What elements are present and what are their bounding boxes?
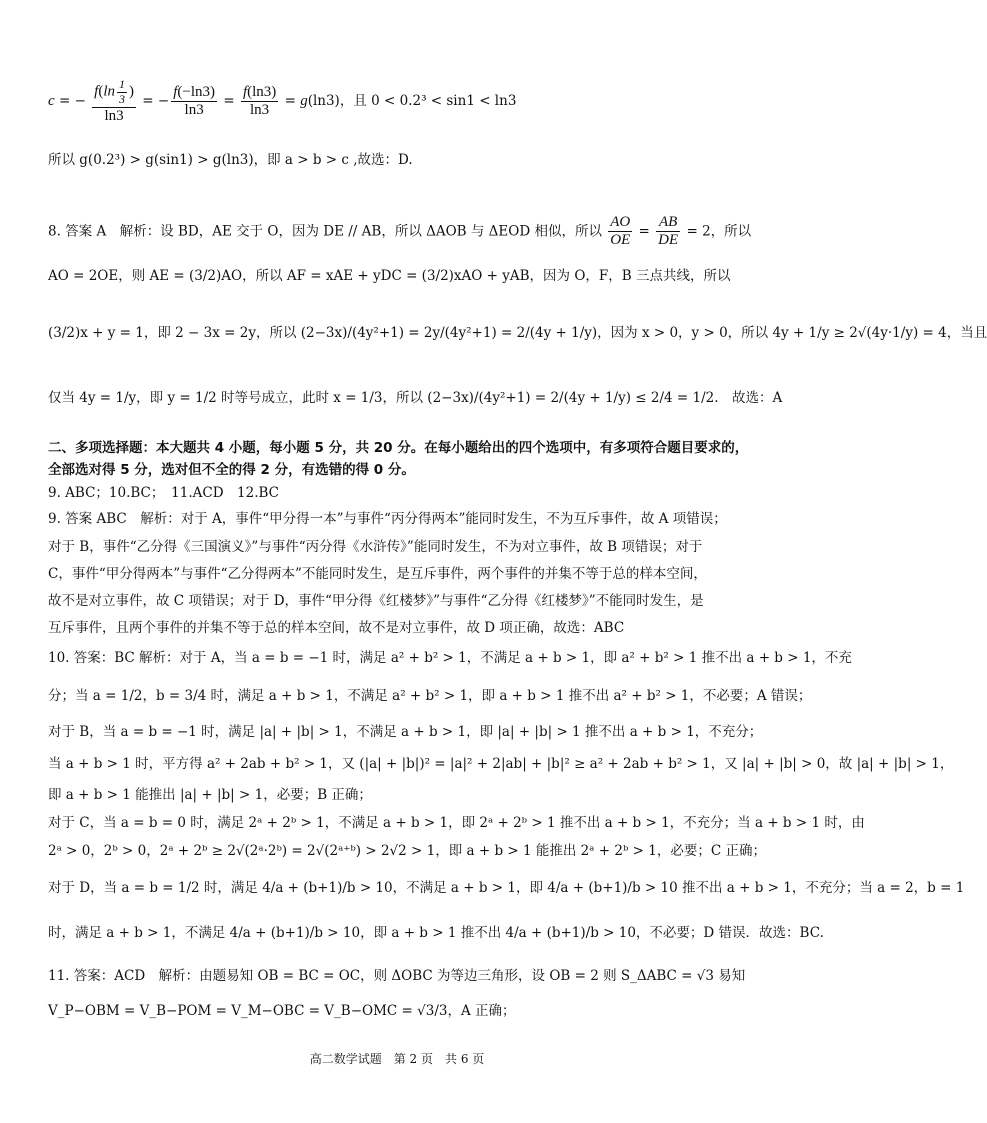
q10-line-2: 分；当 a = 1/2，b = 3/4 时，满足 a + b > 1，不满足 a² + b² > 1，即 a + b > 1 推不出 a² + b² > 1，不必要；A 错误； [48,688,812,704]
q9-line-1: 9. 答案 ABC 解析：对于 A，事件“甲分得一本”与事件“丙分得两本”能同时发生，不为互斥事件，故 A 项错误； [48,511,727,527]
q8-line-1: 8. 答案 A 解析：设 BD，AE 交于 O，因为 DE // AB，所以 ΔAOB 与 ΔEOD 相似，所以 $\frac{AO}{OE}$ = $\frac{AB}{DE}$ = 2，所以 [48,214,752,249]
q10-line-5: 即 a + b > 1 能推出 |a| + |b| > 1，必要；B 正确； [48,787,372,803]
q8-line-3: (3/2)x + y = 1，即 2 − 3x = 2y，所以 (2−3x)/(4y²+1) = 2y/(4y²+1) = 2/(4y + 1/y)，因为 x > 0，y > 0，所以 4y + 1/y ≥ 2√(4y·1/y) = 4，当且 [48,325,987,341]
section-heading-line-1: 二、多项选择题：本大题共 4 小题，每小题 5 分，共 20 分。在每小题给出的四个选项中，有多项符合题目要求的， [48,440,749,456]
section-heading-line-2: 全部选对得 5 分，选对但不全的得 2 分，有选错的得 0 分。 [48,462,415,478]
text-line-2: 所以 g(0.2³) > g(sin1) > g(ln3)，即 a > b > c ,故选：D. [48,152,413,168]
q10-line-9: 时，满足 a + b > 1，不满足 4/a + (b+1)/b > 10，即 a + b > 1 推不出 4/a + (b+1)/b > 10，不必要；D 错误．故选：BC. [48,925,824,941]
q10-line-7: 2ᵃ > 0，2ᵇ > 0，2ᵃ + 2ᵇ ≥ 2√(2ᵃ·2ᵇ) = 2√(2ᵃ⁺ᵇ) > 2√2 > 1，即 a + b > 1 能推出 2ᵃ + 2ᵇ > 1，必要；C 正确； [48,843,766,859]
q9-line-2: 对于 B，事件“乙分得《三国演义》”与事件“丙分得《水浒传》”能同时发生，不为对立事件，故 B 项错误；对于 [48,539,703,555]
equation-line-1: c = − f(ln $\frac{1}{3}$ ) ln3 = − $\frac{f(-\ln 3)}{\ln 3}$ = $\frac{f(\ln 3)}{\ln 3}$ = g(ln3)，且 0 < 0.2³ < sin1 < ln3 [48,77,517,124]
q9-line-4: 故不是对立事件，故 C 项错误；对于 D，事件“甲分得《红楼梦》”与事件“乙分得《红楼梦》”不能同时发生，是 [48,593,704,609]
q10-line-3: 对于 B，当 a = b = −1 时，满足 |a| + |b| > 1，不满足 a + b > 1，即 |a| + |b| > 1 推不出 a + b > 1，不充分； [48,724,763,740]
q9-line-5: 互斥事件，且两个事件的并集不等于总的样本空间，故不是对立事件，故 D 项正确，故选：ABC [48,620,625,636]
q10-line-1: 10. 答案：BC 解析：对于 A，当 a = b = −1 时，满足 a² + b² > 1，不满足 a + b > 1，即 a² + b² > 1 推不出 a + b > 1，不充 [48,650,852,666]
answer-key: 9. ABC；10.BC； 11.ACD 12.BC [48,485,279,501]
q10-line-6: 对于 C，当 a = b = 0 时，满足 2ᵃ + 2ᵇ > 1，不满足 a + b > 1，即 2ᵃ + 2ᵇ > 1 推不出 a + b > 1，不充分；当 a + b > 1 时，由 [48,815,865,831]
eq1-tail: ，且 0 < 0.2³ < sin1 < ln3 [339,92,517,109]
page-footer: 高二数学试题 第 2 页 共 6 页 [309,1052,485,1066]
q8-line-2: AO = 2OE，则 AE = (3/2)AO，所以 AF = xAE + yDC = (3/2)xAO + yAB，因为 O，F，B 三点共线，所以 [48,268,731,284]
q8-line-4: 仅当 4y = 1/y，即 y = 1/2 时等号成立，此时 x = 1/3，所以 (2−3x)/(4y²+1) = 2/(4y + 1/y) ≤ 2/4 = 1/2. 故选：A [48,390,783,406]
q10-line-4: 当 a + b > 1 时，平方得 a² + 2ab + b² > 1，又 (|a| + |b|)² = |a|² + 2|ab| + |b|² ≥ a² + 2ab + b² > 1，又 |a| + |b| > 0，故 |a| + |b| > 1， [48,756,954,772]
q9-line-3: C，事件“甲分得两本”与事件“乙分得两本”不能同时发生，是互斥事件，两个事件的并集不等于总的样本空间， [48,566,707,582]
q11-line-1: 11. 答案：ACD 解析：由题易知 OB = BC = OC，则 ΔOBC 为等边三角形，设 OB = 2 则 S_ΔABC = √3 易知 [48,968,746,984]
q10-line-8: 对于 D，当 a = b = 1/2 时，满足 4/a + (b+1)/b > 10，不满足 a + b > 1，即 4/a + (b+1)/b > 10 推不出 a + b > 1，不充分；当 a = 2，b = 1 [48,880,965,896]
q11-line-2: V_P−OBM = V_B−POM = V_M−OBC = V_B−OMC = √3/3，A 正确； [48,1003,516,1019]
